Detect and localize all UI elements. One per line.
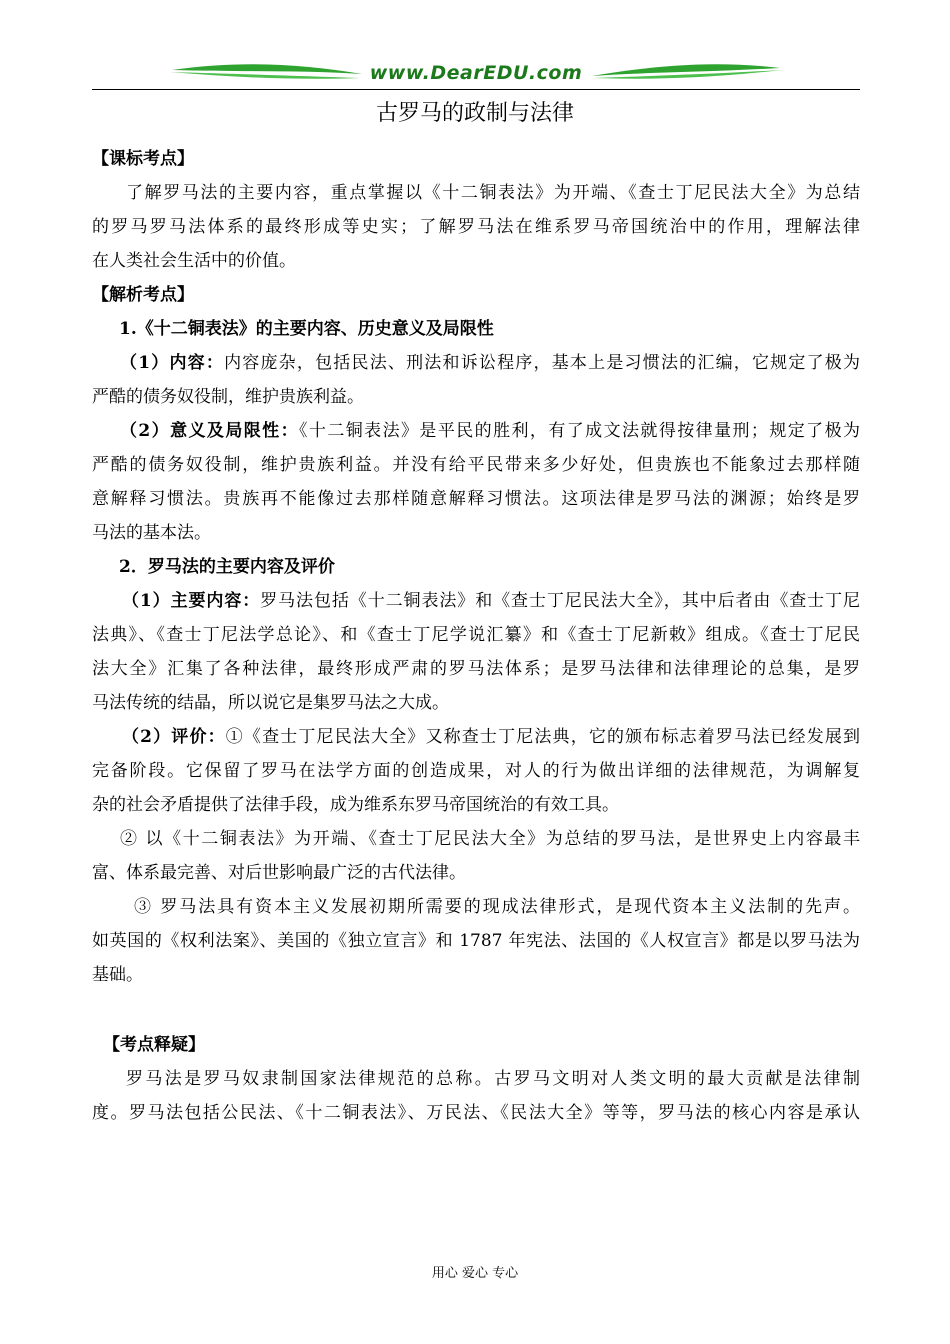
page-title: 古罗马的政制与法律 (375, 101, 574, 126)
paragraph-line: 意解释习惯法。贵族再不能像过去那样随意解释习惯法。这项法律是罗马法的渊源；始终是罗 (92, 489, 860, 509)
paragraph-line: 严酷的债务奴役制，维护贵族利益。 (92, 387, 364, 407)
item-text: ①《查士丁尼民法大全》又称查士丁尼法典，它的颁布标志着罗马法已经发展到 (225, 727, 860, 747)
paragraph-line: ② 以《十二铜表法》为开端、《查士丁尼民法大全》为总结的罗马法，是世界史上内容最丰 (120, 829, 860, 849)
paragraph-line: 了解罗马法的主要内容，重点掌握以《十二铜表法》为开端、《查士丁尼民法大全》为总结 (126, 183, 860, 203)
paragraph-line: 马法传统的结晶，所以说它是集罗马法之大成。 (92, 693, 449, 713)
item-text: 内容庞杂，包括民法、刑法和诉讼程序，基本上是习惯法的汇编，它规定了极为 (224, 353, 860, 373)
paragraph-line: 基础。 (92, 965, 143, 985)
section-heading-analysis: 【解析考点】 (92, 285, 194, 305)
numbered-heading: 1.《十二铜表法》的主要内容、历史意义及局限性 (119, 319, 494, 339)
item-text: 罗马法包括《十二铜表法》和《查士丁尼民法大全》，其中后者由《查士丁尼 (260, 591, 860, 611)
document-body (92, 142, 860, 1130)
paragraph-line: 杂的社会矛盾提供了法律手段，成为维系东罗马帝国统治的有效工具。 (92, 795, 619, 815)
paragraph-line: 如英国的《权利法案》、美国的《独立宣言》和 1787 年宪法、法国的《人权宣言》都是以罗马法为 (92, 931, 860, 951)
paragraph-line: 严酷的债务奴役制，维护贵族利益。并没有给平民带来多少好处，但贵族也不能象过去那样随 (92, 455, 860, 475)
paragraph-line: 度。罗马法包括公民法、《十二铜表法》、万民法、《民法大全》等等，罗马法的核心内容是承认 (92, 1103, 860, 1123)
paragraph-line: 法大全》汇集了各种法律，最终形成严肃的罗马法体系；是罗马法律和法律理论的总集，是罗 (92, 659, 860, 679)
paragraph-line: 在人类社会生活中的价值。 (92, 251, 296, 271)
paragraph-line: 的罗马罗马法体系的最终形成等史实；了解罗马法在维系罗马帝国统治中的作用，理解法律 (92, 217, 860, 237)
paragraph-line: 罗马法是罗马奴隶制国家法律规范的总称。古罗马文明对人类文明的最大贡献是法律制 (126, 1069, 860, 1089)
paragraph-line: 完备阶段。它保留了罗马在法学方面的创造成果，对人的行为做出详细的法律规范，为调解复 (92, 761, 860, 781)
page-footer: 用心 爱心 专心 (431, 1266, 519, 1281)
item-label: （1）主要内容： (122, 591, 261, 611)
paragraph-line: ③ 罗马法具有资本主义发展初期所需要的现成法律形式，是现代资本主义法制的先声。 (134, 897, 860, 917)
paragraph-line: 法典》、《查士丁尼法学总论》、和《查士丁尼学说汇纂》和《查士丁尼新敕》组成。《查士丁尼民 (92, 625, 860, 645)
item-label: （1）内容： (120, 353, 225, 373)
paragraph-line (92, 414, 860, 448)
paragraph-line (92, 720, 860, 754)
section-heading-clarification: 【考点释疑】 (103, 1035, 205, 1055)
paragraph-line (92, 584, 860, 618)
item-label: （2）意义及局限性： (120, 421, 299, 441)
site-logo-text[interactable]: www.DearEDU.com (369, 62, 583, 84)
site-header (92, 58, 860, 90)
item-label: （2）评价： (122, 727, 226, 747)
item-text: 《十二铜表法》是平民的胜利，有了成文法就得按律量刑；规定了极为 (299, 421, 860, 441)
numbered-heading: 2．罗马法的主要内容及评价 (119, 557, 335, 577)
paragraph-line (92, 346, 860, 380)
section-heading-standards: 【课标考点】 (92, 149, 194, 169)
header-divider (92, 89, 860, 90)
paragraph-line: 马法的基本法。 (92, 523, 211, 543)
paragraph-line: 富、体系最完善、对后世影响最广泛的古代法律。 (92, 863, 466, 883)
